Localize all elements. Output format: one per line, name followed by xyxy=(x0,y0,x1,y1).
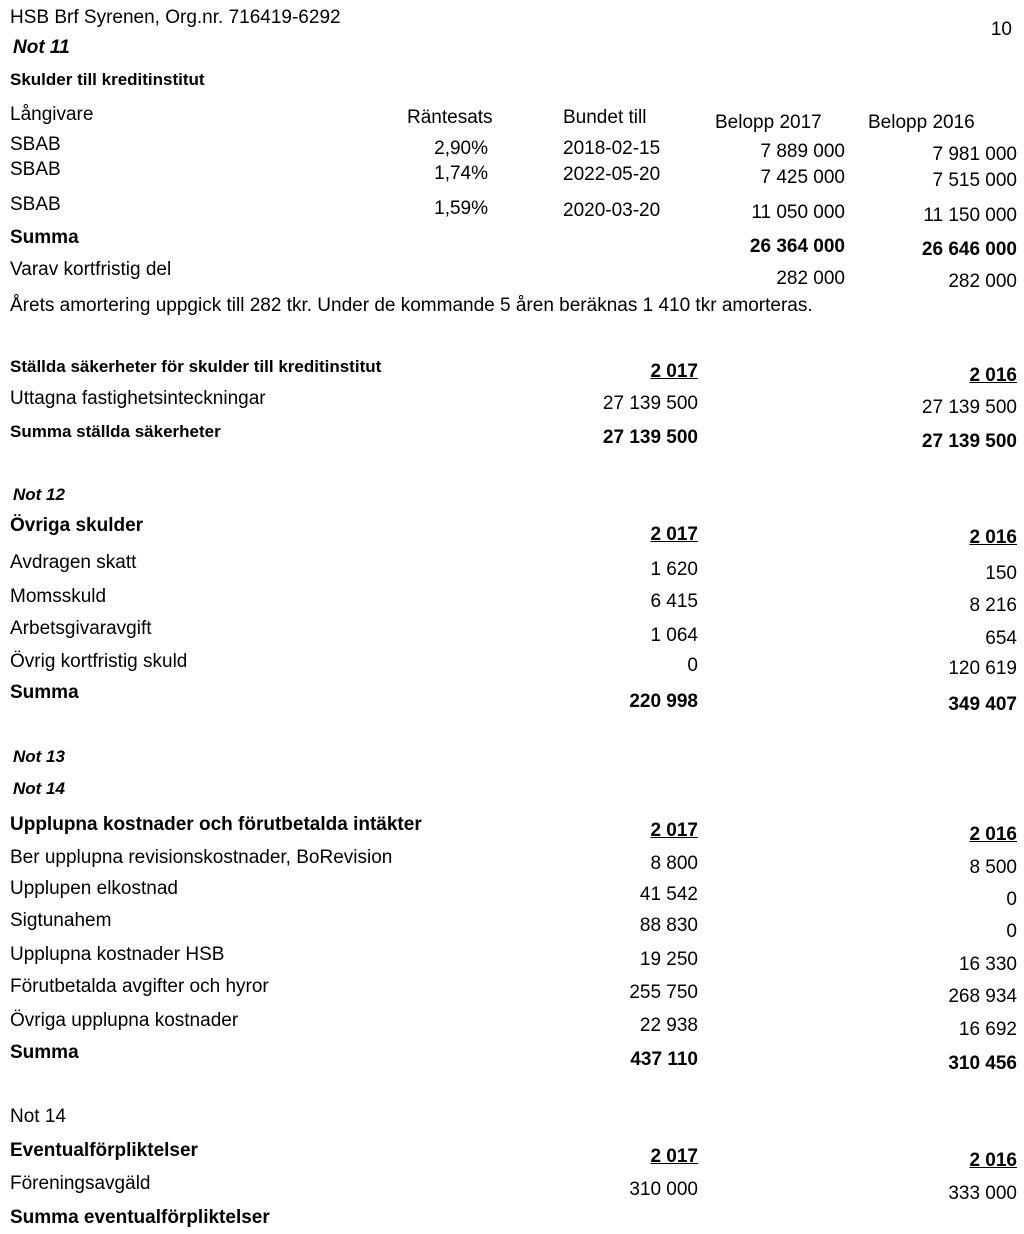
note-14-year-2016: 2 016 xyxy=(969,824,1017,845)
note-14-row-2016: 16 692 xyxy=(958,1019,1017,1040)
note-14-title: Upplupna kostnader och förutbetalda intäkter xyxy=(10,814,422,835)
col-header-lender: Långivare xyxy=(10,104,94,125)
note-12-row-2017: 0 xyxy=(687,655,698,676)
pledged-year-2017: 2 017 xyxy=(650,361,698,382)
note-14b-row-2017: 310 000 xyxy=(629,1179,698,1200)
note-12-row-2016: 120 619 xyxy=(948,658,1017,679)
short-term-label: Varav kortfristig del xyxy=(10,259,172,280)
note-12-sum-2017: 220 998 xyxy=(629,691,698,712)
note-14b-year-2017: 2 017 xyxy=(650,1146,698,1167)
note-14-row-label: Upplupna kostnader HSB xyxy=(10,944,225,965)
short-term-2016: 282 000 xyxy=(948,271,1017,292)
note-14-row-label: Förutbetalda avgifter och hyror xyxy=(10,976,269,997)
note-14-row-2016: 8 500 xyxy=(969,857,1017,878)
note-14b-sum-label: Summa eventualförpliktelser xyxy=(10,1207,270,1228)
loans-sum-2016: 26 646 000 xyxy=(921,239,1017,260)
note-14-sum-label: Summa xyxy=(10,1042,79,1063)
note-14-row-label: Sigtunahem xyxy=(10,910,112,931)
loan-amount-2017: 7 889 000 xyxy=(760,141,845,162)
note-14-row-2017: 41 542 xyxy=(639,884,698,905)
loan-lender: SBAB xyxy=(10,134,61,155)
note-14b-title: Eventualförpliktelser xyxy=(10,1140,198,1161)
loan-rate: 1,59% xyxy=(434,198,488,219)
note-12-row-2017: 1 064 xyxy=(650,625,698,646)
note-14-row-2016: 0 xyxy=(1006,889,1017,910)
note-14-row-2016: 0 xyxy=(1006,921,1017,942)
loan-rate: 2,90% xyxy=(434,138,488,159)
note-12-row-2016: 150 xyxy=(985,563,1017,584)
short-term-2017: 282 000 xyxy=(776,268,845,289)
note-14-year-2017: 2 017 xyxy=(650,820,698,841)
note-13-label: Not 13 xyxy=(13,747,65,766)
loans-sum-label: Summa xyxy=(10,227,79,248)
pledged-sum-label: Summa ställda säkerheter xyxy=(10,422,221,441)
note-12-row-2016: 8 216 xyxy=(969,595,1017,616)
note-14b-row-label: Föreningsavgäld xyxy=(10,1173,151,1194)
note-14-row-label: Upplupen elkostnad xyxy=(10,878,178,899)
note-12-sum-2016: 349 407 xyxy=(948,694,1017,715)
note-12-title: Övriga skulder xyxy=(10,515,144,536)
note-12-row-label: Arbetsgivaravgift xyxy=(10,618,152,639)
note-14-row-label: Ber upplupna revisionskostnader, BoRevision xyxy=(10,847,393,868)
loans-sum-2017: 26 364 000 xyxy=(749,236,845,257)
pledged-row-2016: 27 139 500 xyxy=(921,397,1017,418)
loan-amount-2016: 7 981 000 xyxy=(932,144,1017,165)
note-14-row-2017: 22 938 xyxy=(639,1015,698,1036)
pledged-year-2016: 2 016 xyxy=(969,365,1017,386)
col-header-amount-2017: Belopp 2017 xyxy=(715,112,822,133)
loan-amount-2017: 11 050 000 xyxy=(751,202,845,223)
loan-lender: SBAB xyxy=(10,159,61,180)
note-14-label: Not 14 xyxy=(13,779,65,798)
loan-amount-2016: 7 515 000 xyxy=(932,170,1017,191)
pledged-title: Ställda säkerheter för skulder till kreditinstitut xyxy=(10,357,382,376)
loan-amount-2016: 11 150 000 xyxy=(923,205,1017,226)
note-14b-year-2016: 2 016 xyxy=(969,1150,1017,1171)
loan-bound-until: 2022-05-20 xyxy=(563,164,661,185)
note-12-row-label: Avdragen skatt xyxy=(10,552,137,573)
note-12-label: Not 12 xyxy=(13,485,65,504)
loan-lender: SBAB xyxy=(10,194,61,215)
note-11-label: Not 11 xyxy=(13,37,70,58)
note-12-year-2016: 2 016 xyxy=(969,527,1017,548)
note-12-row-label: Övrig kortfristig skuld xyxy=(10,651,188,672)
note-14-sum-2016: 310 456 xyxy=(948,1053,1017,1074)
page-number: 10 xyxy=(990,19,1012,40)
note-14-sum-2017: 437 110 xyxy=(630,1049,698,1070)
loan-bound-until: 2018-02-15 xyxy=(563,138,661,159)
loan-rate: 1,74% xyxy=(434,163,488,184)
col-header-amount-2016: Belopp 2016 xyxy=(868,112,975,133)
note-14b-row-2016: 333 000 xyxy=(948,1183,1017,1204)
note-12-sum-label: Summa xyxy=(10,682,79,703)
amortization-text: Årets amortering uppgick till 282 tkr. Under de kommande 5 åren beräknas 1 410 tkr amorteras. xyxy=(10,295,813,316)
pledged-sum-2017: 27 139 500 xyxy=(602,427,698,448)
col-header-rate: Räntesats xyxy=(407,107,493,128)
pledged-row-label: Uttagna fastighetsinteckningar xyxy=(10,388,266,409)
note-12-row-2017: 1 620 xyxy=(650,559,698,580)
note-14-row-2017: 255 750 xyxy=(629,982,698,1003)
note-14-row-2017: 8 800 xyxy=(650,853,698,874)
note-12-row-label: Momsskuld xyxy=(10,586,107,607)
note-14-row-2017: 19 250 xyxy=(639,949,698,970)
org-header: HSB Brf Syrenen, Org.nr. 716419-6292 xyxy=(10,7,341,28)
loan-amount-2017: 7 425 000 xyxy=(760,167,845,188)
note-14-row-2016: 16 330 xyxy=(958,954,1017,975)
note-14-row-2016: 268 934 xyxy=(948,986,1017,1007)
pledged-sum-2016: 27 139 500 xyxy=(921,431,1017,452)
note-14b-label: Not 14 xyxy=(10,1106,66,1127)
note-12-row-2017: 6 415 xyxy=(650,591,698,612)
col-header-bound-until: Bundet till xyxy=(563,107,647,128)
note-11-title: Skulder till kreditinstitut xyxy=(10,70,205,89)
note-12-row-2016: 654 xyxy=(985,628,1017,649)
note-14-row-label: Övriga upplupna kostnader xyxy=(10,1010,239,1031)
pledged-row-2017: 27 139 500 xyxy=(602,393,698,414)
note-12-year-2017: 2 017 xyxy=(650,524,698,545)
loan-bound-until: 2020-03-20 xyxy=(563,200,661,221)
note-14-row-2017: 88 830 xyxy=(639,915,698,936)
